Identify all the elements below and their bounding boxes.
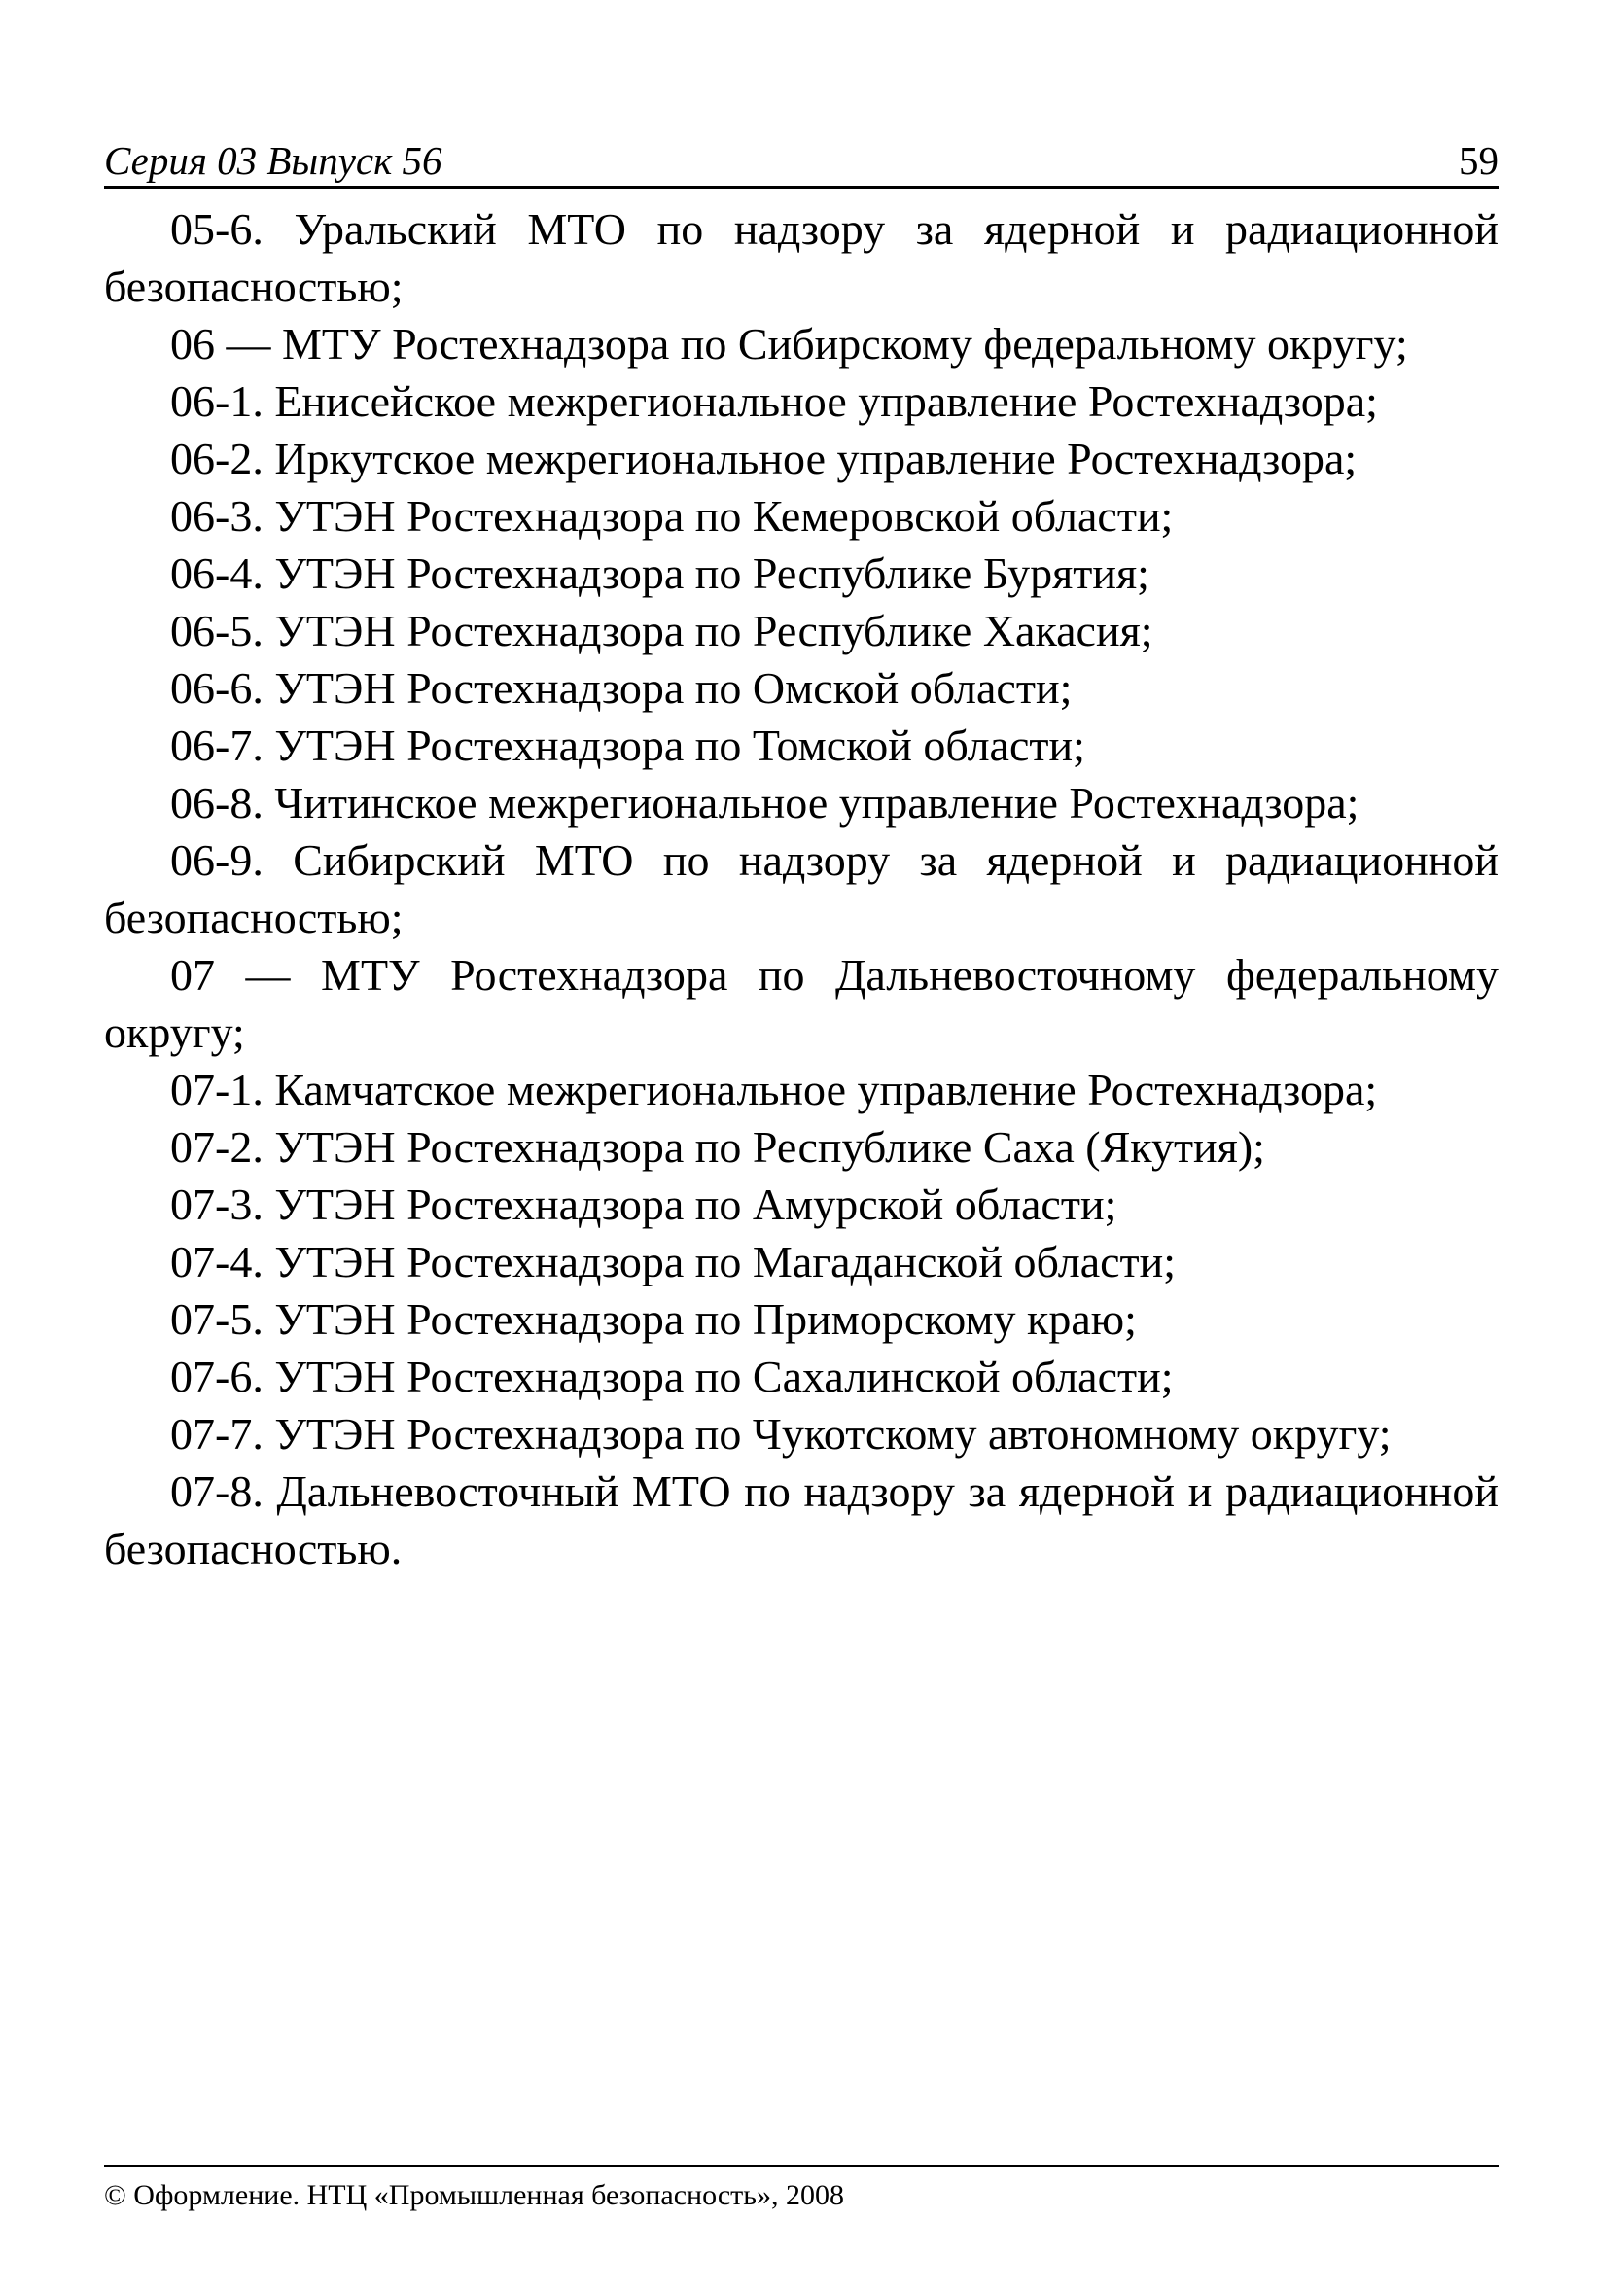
list-item: 06-2. Иркутское межрегиональное управление Ростехнадзора; — [170, 434, 1358, 483]
list-item: 07 — МТУ Ростехнадзора по Дальневосточному федеральному округу; — [104, 950, 1499, 1057]
list-item: 07-1. Камчатское межрегиональное управление Ростехнадзора; — [170, 1065, 1378, 1114]
header-rule — [104, 186, 1499, 189]
page-number: 59 — [1459, 138, 1499, 183]
list-item: 07-5. УТЭН Ростехнадзора по Приморскому краю; — [170, 1294, 1137, 1344]
list-item: 07-7. УТЭН Ростехнадзора по Чукотскому автономному округу; — [170, 1409, 1392, 1459]
list-item: 05-6. Уральский МТО по надзору за ядерной и радиационной безопасностью; — [104, 204, 1499, 311]
list-item: 07-4. УТЭН Ростехнадзора по Магаданской области; — [170, 1237, 1177, 1286]
footer-copyright: © Оформление. НТЦ «Промышленная безопасность», 2008 — [104, 2179, 844, 2211]
list-item: 07-2. УТЭН Ростехнадзора по Республике Саха (Якутия); — [170, 1122, 1265, 1172]
list-item: 07-6. УТЭН Ростехнадзора по Сахалинской области; — [170, 1352, 1174, 1401]
page-header — [104, 124, 1499, 187]
list-item: 06-3. УТЭН Ростехнадзора по Кемеровской области; — [170, 491, 1174, 541]
list-item: 07-8. Дальневосточный МТО по надзору за ядерной и радиационной безопасностью. — [104, 1466, 1499, 1573]
list-item: 06-1. Енисейское межрегиональное управление Ростехнадзора; — [170, 376, 1378, 426]
list-item: 06 — МТУ Ростехнадзора по Сибирскому федеральному округу; — [170, 319, 1408, 369]
footer-rule — [104, 2165, 1499, 2167]
series-issue-label: Серия 03 Выпуск 56 — [104, 138, 442, 183]
body-text — [104, 200, 1499, 1577]
list-item: 06-8. Читинское межрегиональное управление Ростехнадзора; — [170, 778, 1359, 828]
list-item: 07-3. УТЭН Ростехнадзора по Амурской области; — [170, 1180, 1117, 1229]
list-item: 06-6. УТЭН Ростехнадзора по Омской области; — [170, 663, 1073, 713]
list-item: 06-5. УТЭН Ростехнадзора по Республике Хакасия; — [170, 606, 1153, 655]
list-item: 06-9. Сибирский МТО по надзору за ядерной и радиационной безопасностью; — [104, 835, 1499, 942]
list-item: 06-7. УТЭН Ростехнадзора по Томской области; — [170, 721, 1085, 770]
list-item: 06-4. УТЭН Ростехнадзора по Республике Бурятия; — [170, 548, 1149, 598]
